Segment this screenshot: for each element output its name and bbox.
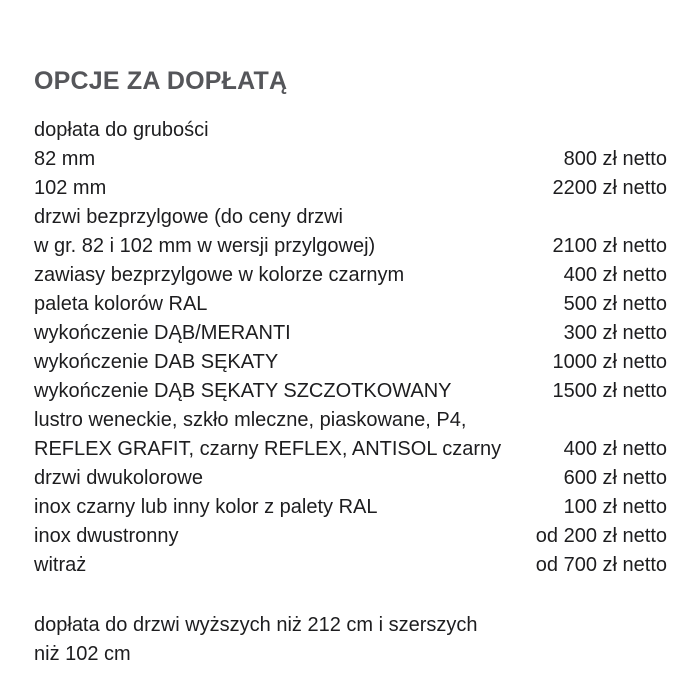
item-label [34,551,524,580]
item-price: 500 zł netto [563,293,667,315]
price-row [34,203,667,261]
item-label [34,377,540,406]
item-label [34,290,552,319]
item-label-line: w gr. 82 i 102 mm w wersji przylgowej) [34,235,376,257]
item-price: 600 zł netto [563,467,667,489]
item-label [34,174,540,203]
item-label [34,464,552,493]
item-label-line: drzwi bezprzylgowe (do ceny drzwi [34,206,344,228]
item-label [34,493,552,522]
footer-note-line: dopłata do drzwi wyższych niż 212 cm i szerszych [34,614,478,636]
item-label [34,406,552,464]
price-list [34,116,667,580]
item-label-line: wykończenie DAB SĘKATY [34,351,279,373]
price-row [34,290,667,319]
item-label-line: paleta kolorów RAL [34,293,208,315]
price-row [34,319,667,348]
price-row [34,522,667,551]
item-label-line: wykończenie DĄB/MERANTI [34,322,291,344]
item-label [34,261,552,290]
item-label-line: drzwi dwukolorowe [34,467,203,489]
item-label-line: dopłata do grubości [34,119,209,141]
item-label [34,145,552,174]
item-price: 1500 zł netto [552,380,667,402]
price-row [34,493,667,522]
price-row [34,406,667,464]
item-label [34,116,655,145]
price-row [34,551,667,580]
item-label-line: lustro weneckie, szkło mleczne, piaskowane, P4, [34,409,467,431]
price-row [34,464,667,493]
document-content [34,0,667,669]
footer-note [34,611,667,669]
item-label [34,203,540,261]
item-price: 300 zł netto [563,322,667,344]
price-row [34,261,667,290]
item-price: 1000 zł netto [552,351,667,373]
section-title: OPCJE ZA DOPŁATĄ [34,67,288,95]
item-label [34,348,540,377]
item-price: 2200 zł netto [552,177,667,199]
price-row [34,377,667,406]
item-label-line: wykończenie DĄB SĘKATY SZCZOTKOWANY [34,380,452,402]
price-row [34,174,667,203]
price-row [34,145,667,174]
item-label-line: 102 mm [34,177,107,199]
item-label-line: inox czarny lub inny kolor z palety RAL [34,496,378,518]
item-price: 2100 zł netto [552,235,667,257]
item-price: 100 zł netto [563,496,667,518]
item-price: 800 zł netto [563,148,667,170]
item-price: od 700 zł netto [535,554,667,576]
item-price: 400 zł netto [563,438,667,460]
price-row [34,348,667,377]
item-price: 400 zł netto [563,264,667,286]
item-label-line: REFLEX GRAFIT, czarny REFLEX, ANTISOL czarny [34,438,502,460]
item-price: od 200 zł netto [535,525,667,547]
footer-note-line: niż 102 cm [34,643,131,665]
item-label-line: witraż [34,554,87,576]
item-label-line: inox dwustronny [34,525,179,547]
item-label [34,319,552,348]
item-label [34,522,524,551]
item-label-line: 82 mm [34,148,96,170]
item-label-line: zawiasy bezprzylgowe w kolorze czarnym [34,264,405,286]
price-row [34,116,667,145]
